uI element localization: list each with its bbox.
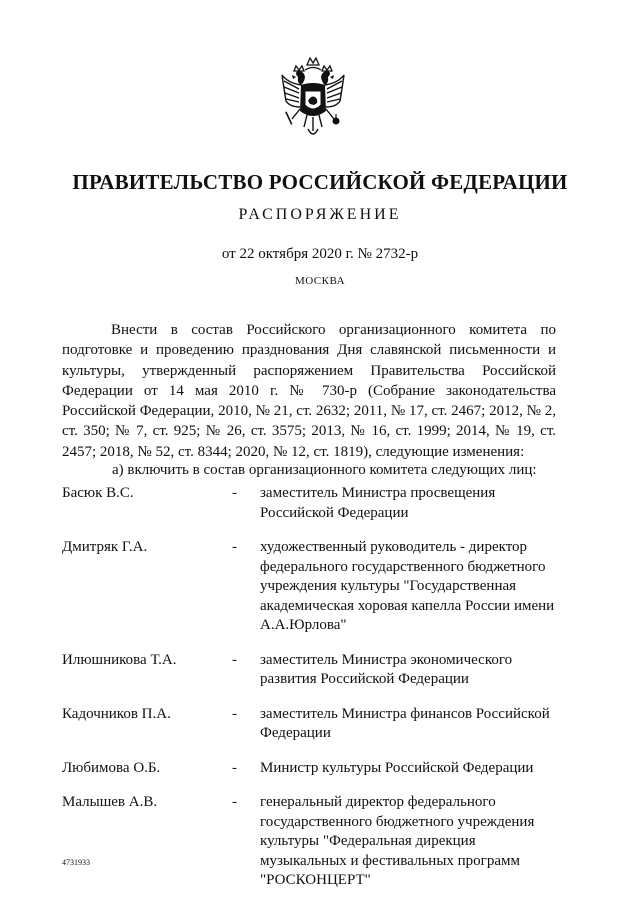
member-role: заместитель Министра финансов Российской Федерации [260, 705, 550, 741]
member-row [62, 793, 562, 891]
member-role: Министр культуры Российской Федерации [260, 759, 534, 776]
member-dash: - [232, 705, 237, 722]
member-name: Басюк В.С. [62, 485, 134, 501]
member-row [62, 484, 562, 523]
member-dash: - [232, 651, 237, 668]
member-name: Малышев А.В. [62, 794, 158, 810]
member-name: Кадочников П.А. [62, 705, 171, 722]
member-role: генеральный директор федерального государственного бюджетного учреждения культуры "Федеральная дирекция музыкальных и фестивальных программ "РОСКОНЦЕРТ" [260, 794, 535, 888]
member-name: Любимова О.Б. [62, 759, 161, 776]
member-row [62, 759, 562, 779]
government-title: ПРАВИТЕЛЬСТВО РОССИЙСКОЙ ФЕДЕРАЦИИ [72, 170, 568, 194]
member-role: заместитель Министра просвещения Российской Федерации [260, 485, 496, 521]
document-date-number: от 22 октября 2020 г. № 2732-р [221, 246, 419, 262]
document-code: 4731933 [62, 858, 90, 867]
body-paragraph: Внести в состав Российского организационного комитета по подготовке и проведению празднования Дня славянской письменности и культуры, утвержденный распоряжением Правительства Российской Федерации от 14 мая 2010 г. № 730-р (Собрание законодательства Российской Федерации, 2010, № 21, ст. 2632; 2011, № 17, ст. 2467; 2012, № 2, ст. 350; № 7, ст. 925; № 26, ст. 3575; 2013, № 16, ст. 1999; 2014, № 19, ст. 2457; 2018, № 52, ст. 8344; 2020, № 12, ст. 1819), следующие изменения: [62, 322, 556, 460]
document-city: МОСКВА [294, 275, 346, 287]
member-name: Дмитряк Г.А. [62, 539, 148, 555]
member-row [62, 538, 562, 636]
member-dash: - [232, 794, 237, 810]
member-name: Илюшникова Т.А. [62, 651, 177, 668]
russian-coat-of-arms-icon [274, 55, 352, 147]
subpoint-a: а) включить в состав организационного комитета следующих лиц: [112, 462, 537, 478]
member-dash: - [232, 759, 237, 776]
member-row [62, 705, 562, 744]
member-role: заместитель Министра экономического развития Российской Федерации [260, 651, 513, 687]
member-role: художественный руководитель - директор федерального государственного бюджетного учреждения культуры "Государственная академическая хоровая капелла России имени А.А.Юрлова" [260, 539, 555, 633]
member-row [62, 651, 562, 690]
member-dash: - [232, 539, 237, 555]
document-type: РАСПОРЯЖЕНИЕ [238, 206, 402, 223]
members-list [62, 484, 562, 906]
member-dash: - [232, 485, 237, 501]
